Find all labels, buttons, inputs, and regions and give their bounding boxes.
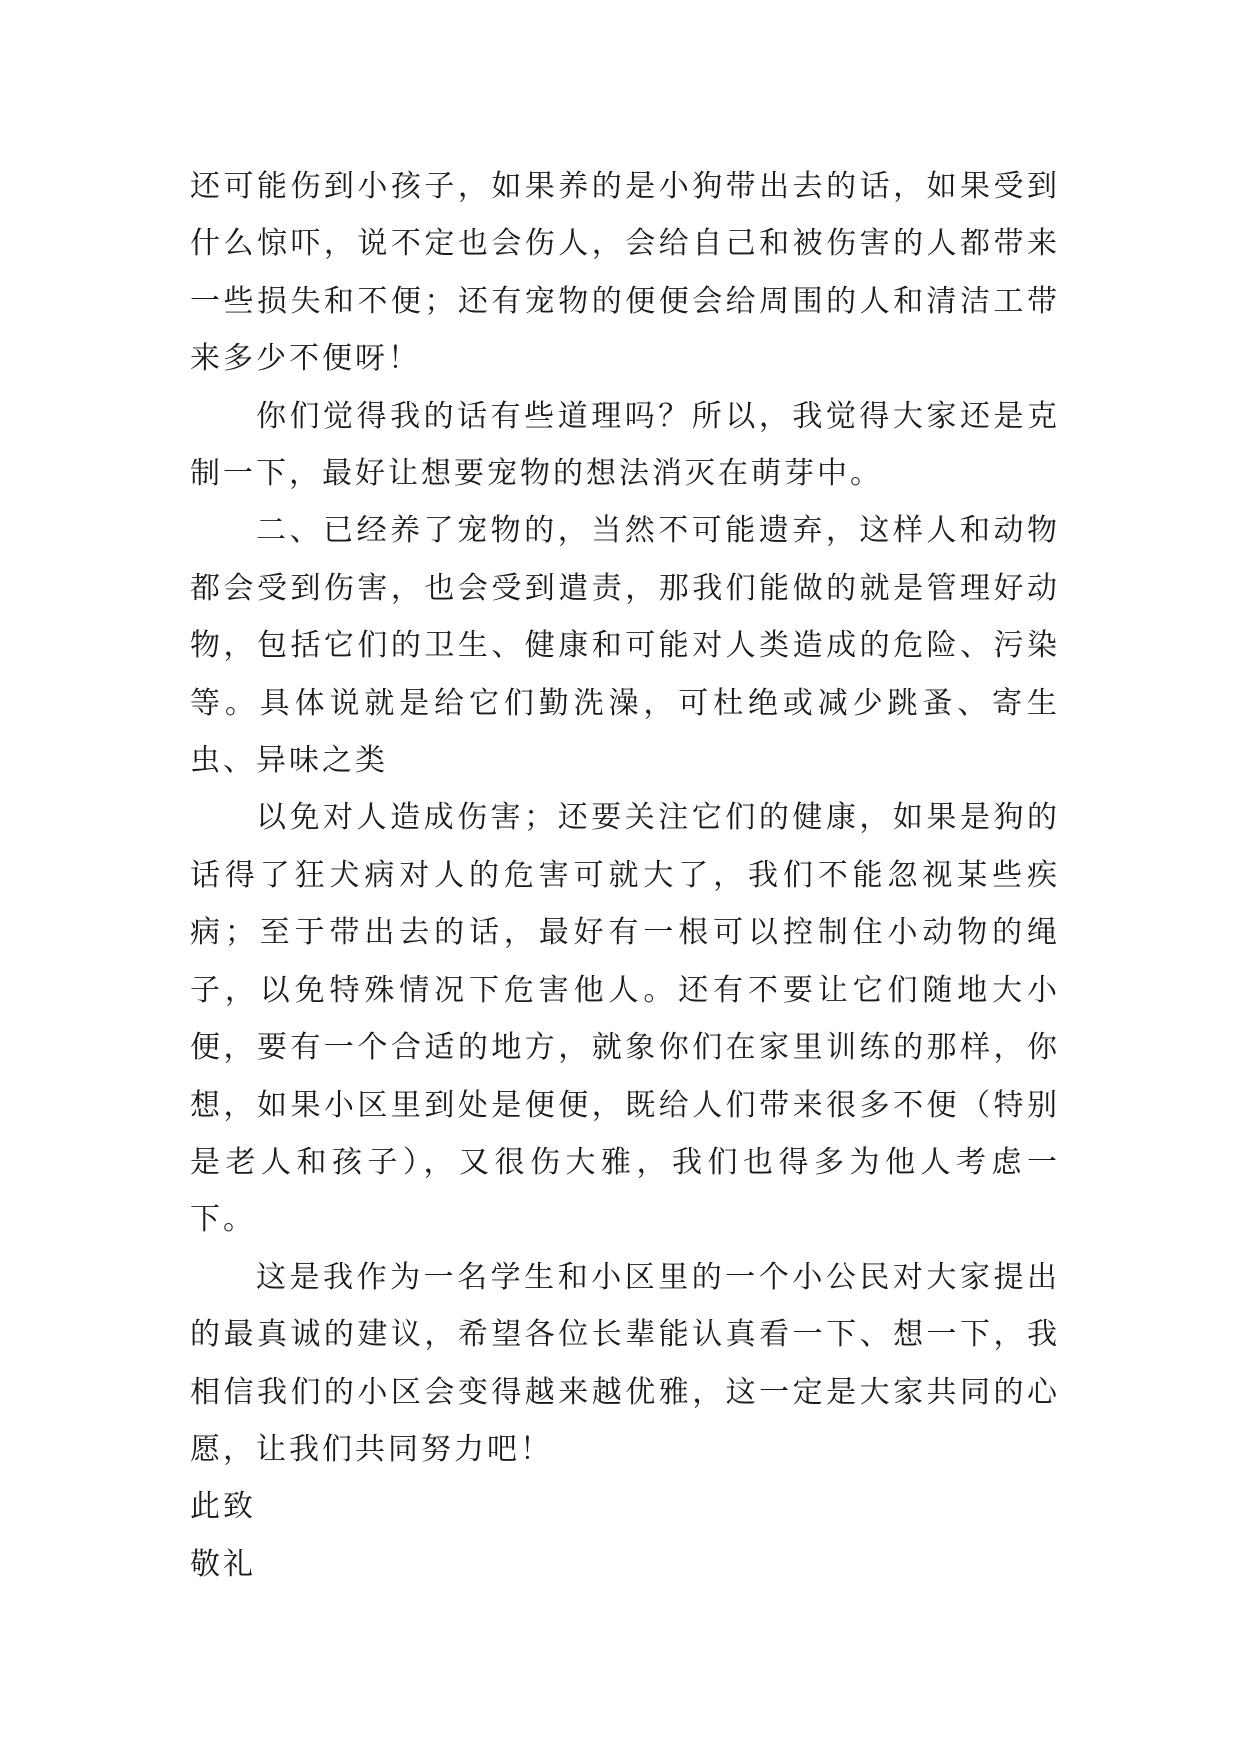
paragraph-3: 二、已经养了宠物的，当然不可能遗弃，这样人和动物都会受到伤害，也会受到遣责，那我们能做的就是管理好动物，包括它们的卫生、健康和可能对人类造成的危险、污染等。具体说就是给它们勤洗澡，可杜绝或减少跳蚤、寄生虫、异味之类 <box>190 513 1060 779</box>
paragraph-4: 以免对人造成伤害；还要关注它们的健康，如果是狗的话得了狂犬病对人的危害可就大了，我们不能忽视某些疾病；至于带出去的话，最好有一根可以控制住小动物的绳子，以免特殊情况下危害他人。还有不要让它们随地大小便，要有一个合适的地方，就象你们在家里训练的那样，你想，如果小区里到处是便便，既给人们带来很多不便（特别是老人和孩子），又很伤大雅，我们也得多为他人考虑一下。 <box>190 800 1060 1238</box>
paragraph-2: 你们觉得我的话有些道理吗？所以，我觉得大家还是克制一下，最好让想要宠物的想法消灭在萌芽中。 <box>190 398 1060 492</box>
letter-body <box>190 158 1060 1593</box>
salutation-line: 敬礼 <box>190 1546 256 1582</box>
closing-line: 此致 <box>190 1489 256 1525</box>
paragraph-1: 还可能伤到小孩子，如果养的是小狗带出去的话，如果受到什么惊吓，说不定也会伤人，会给自己和被伤害的人都带来一些损失和不便；还有宠物的便便会给周围的人和清洁工带来多少不便呀！ <box>190 169 1060 377</box>
paragraph-5: 这是我作为一名学生和小区里的一个小公民对大家提出的最真诚的建议，希望各位长辈能认真看一下、想一下，我相信我们的小区会变得越来越优雅，这一定是大家共同的心愿，让我们共同努力吧！ <box>190 1259 1060 1467</box>
